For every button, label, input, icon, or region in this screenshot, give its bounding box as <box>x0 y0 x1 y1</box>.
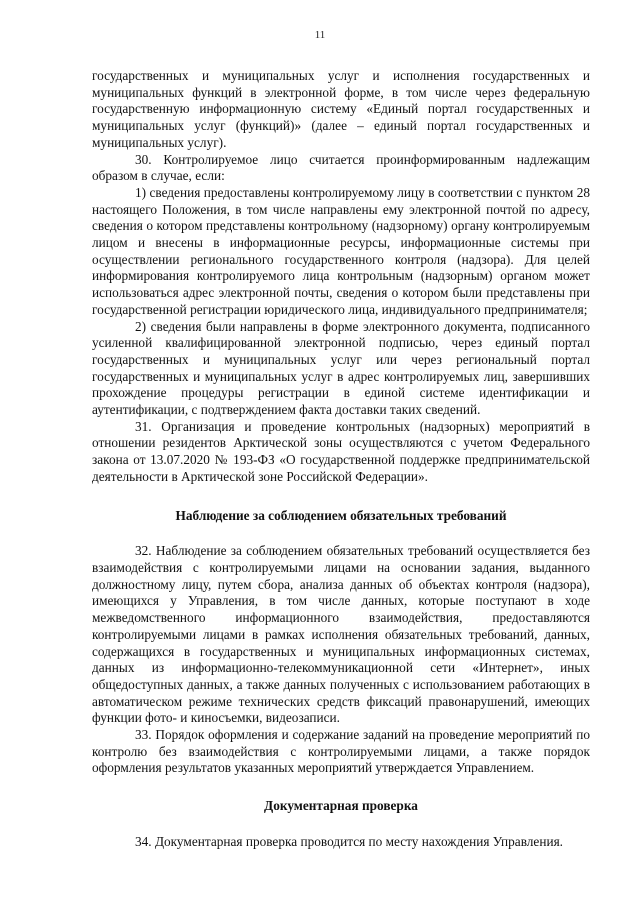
paragraph-31: 31. Организация и проведение контрольных (надзорных) мероприятий в отношении резидентов Арктической зоны осуществляются с учетом Федерального закона от 13.07.2020 № 193-ФЗ «О государственной поддержке предпринимательской деятельности в Арктической зоне Российской Федерации». <box>92 418 590 484</box>
document-body <box>92 68 590 851</box>
section-heading-observation: Наблюдение за соблюдением обязательных требований <box>175 507 507 523</box>
paragraph-30-item-2: 2) сведения были направлены в форме электронного документа, подписанного усиленной квалифицированной электронной подписью, через единый портал государственных и муниципальных услуг или через региональный портал государственных и муниципальных услуг в адрес контролируемых лиц, завершивших прохождение процедуры регистрации в единой системе идентификации и аутентификации, с подтверждением факта доставки таких сведений. <box>92 318 590 418</box>
paragraph-32: 32. Наблюдение за соблюдением обязательных требований осуществляется без взаимодействия с контролируемыми лицами на основании задания, выданного должностному лицу, путем сбора, анализа данных об объектах контроля (надзора), имеющихся у Управления, в том числе данных, которые поступают в ходе межведомственного информационного взаимодействия, предоставляются контролируемыми лицами в рамках исполнения обязательных требований, данных, содержащихся в государственных и муниципальных информационных системах, данных из информационно-телекоммуникационной сети «Интернет», иных общедоступных данных, а также данных полученных с использованием работающих в автоматическом режиме технических средств фиксаций правонарушений, имеющих функции фото- и киносъемки, видеозаписи. <box>92 543 590 726</box>
paragraph-34: 34. Документарная проверка проводится по месту нахождения Управления. <box>135 833 564 849</box>
paragraph-30: 30. Контролируемое лицо считается проинформированным надлежащим образом в случае, если: <box>92 151 590 184</box>
section-heading-documentary-check: Документарная проверка <box>264 798 418 814</box>
paragraph-33: 33. Порядок оформления и содержание заданий на проведение мероприятий по контролю без взаимодействия с контролируемыми лицами, а также порядок оформления результатов указанных мероприятий утверждается Управлением. <box>92 727 590 776</box>
page-number: 11 <box>314 29 326 41</box>
paragraph-continuation: государственных и муниципальных услуг и исполнения государственных и муниципальных функций в электронной форме, в том числе через федеральную государственную информационную систему «Единый портал государственных и муниципальных услуг (функций)» (далее – единый портал государственных и муниципальных услуг). <box>92 68 590 150</box>
paragraph-30-item-1: 1) сведения предоставлены контролируемому лицу в соответствии с пунктом 28 настоящего Положения, в том числе направлены ему электронной почтой по адресу, сведения о котором представлены контрольному (надзорному) органу контролируемым лицом и внесены в информационные ресурсы, информационные системы при осуществлении регионального государственного контроля (надзора). Для целей информирования контролируемого лица контрольным (надзорным) органом может использоваться адрес электронной почты, сведения о котором были представлены при государственной регистрации юридического лица, индивидуального предпринимателя; <box>92 184 590 317</box>
